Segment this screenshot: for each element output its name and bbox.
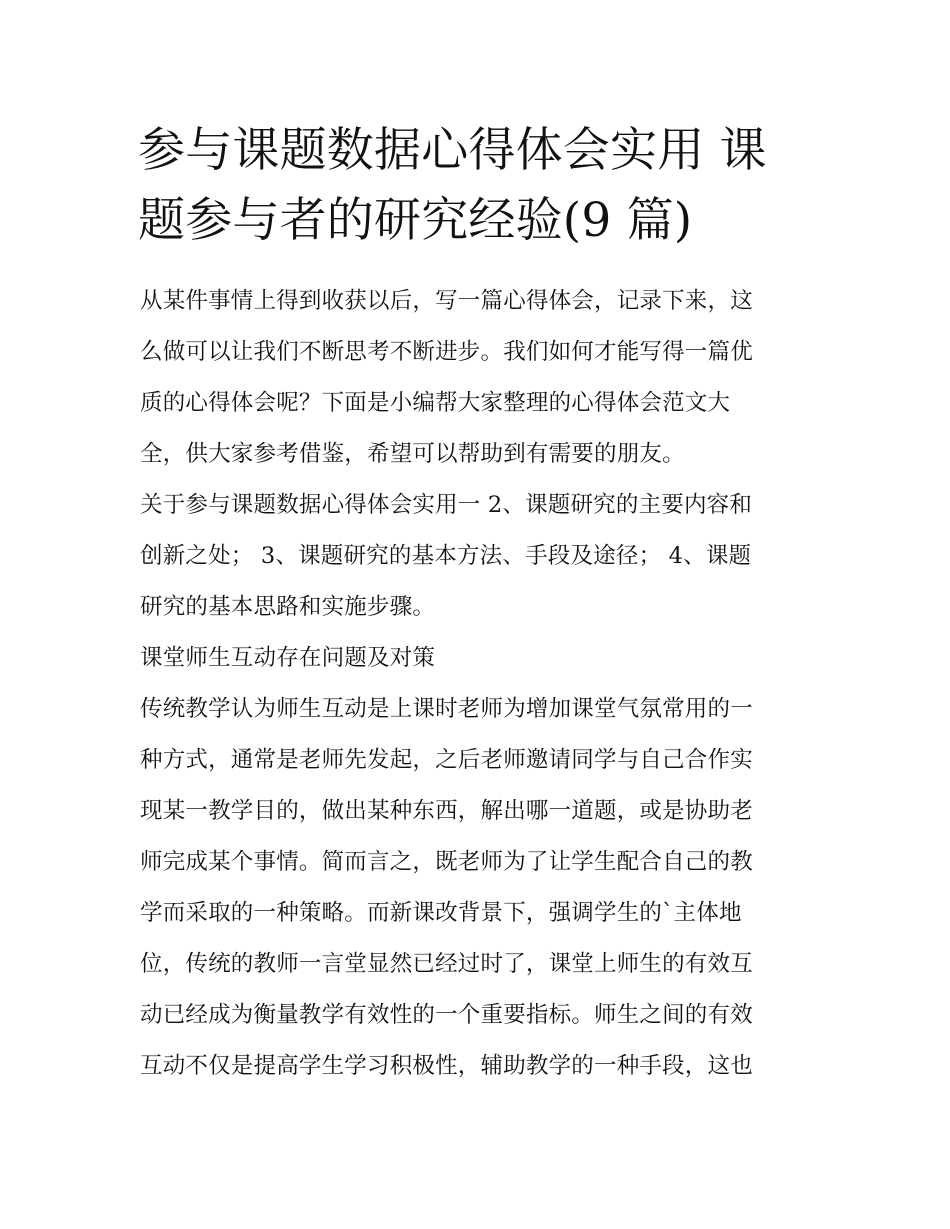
article-line-6: 位，传统的教师一言堂显然已经过时了，课堂上师生的有效互 bbox=[140, 951, 753, 977]
title-line: 参与课题数据心得体会实用 课 bbox=[138, 123, 767, 178]
article-line-5: 学而采取的一种策略。而新课改背景下，强调学生的`主体地 bbox=[140, 900, 742, 926]
article-line-8: 互动不仅是提高学生学习积极性，辅助教学的一种手段，这也 bbox=[140, 1053, 753, 1079]
intro-line-4: 全，供大家参考借鉴，希望可以帮助到有需要的朋友。 bbox=[140, 441, 685, 467]
article-line-7: 动已经成为衡量教学有效性的一个重要指标。师生之间的有效 bbox=[140, 1002, 753, 1028]
article-line-1: 传统教学认为师生互动是上课时老师为增加课堂气氛常用的一 bbox=[140, 696, 753, 722]
article-line-3: 现某一教学目的，做出某种东西，解出哪一道题，或是协助老 bbox=[140, 798, 753, 824]
intro-line-2: 么做可以让我们不断思考不断进步。我们如何才能写得一篇优 bbox=[140, 339, 753, 365]
article-line-4: 师完成某个事情。简而言之，既老师为了让学生配合自己的教 bbox=[140, 849, 753, 875]
section-heading: 课堂师生互动存在问题及对策 bbox=[140, 645, 436, 671]
title-line: 题参与者的研究经验(9 篇) bbox=[138, 193, 693, 248]
intro-line-3: 质的心得体会呢？下面是小编帮大家整理的心得体会范文大 bbox=[140, 390, 731, 416]
section-one-line-3: 研究的基本思路和实施步骤。 bbox=[140, 594, 436, 620]
article-line-2: 种方式，通常是老师先发起，之后老师邀请同学与自己合作实 bbox=[140, 747, 753, 773]
document-title bbox=[138, 116, 818, 256]
intro-line-1: 从某件事情上得到收获以后，写一篇心得体会，记录下来，这 bbox=[140, 288, 753, 314]
section-one-line-2: 创新之处； 3、课题研究的基本方法、手段及途径； 4、课题 bbox=[140, 543, 752, 569]
document-body bbox=[140, 276, 815, 1092]
section-one-line-1: 关于参与课题数据心得体会实用一 2、课题研究的主要内容和 bbox=[140, 492, 753, 518]
